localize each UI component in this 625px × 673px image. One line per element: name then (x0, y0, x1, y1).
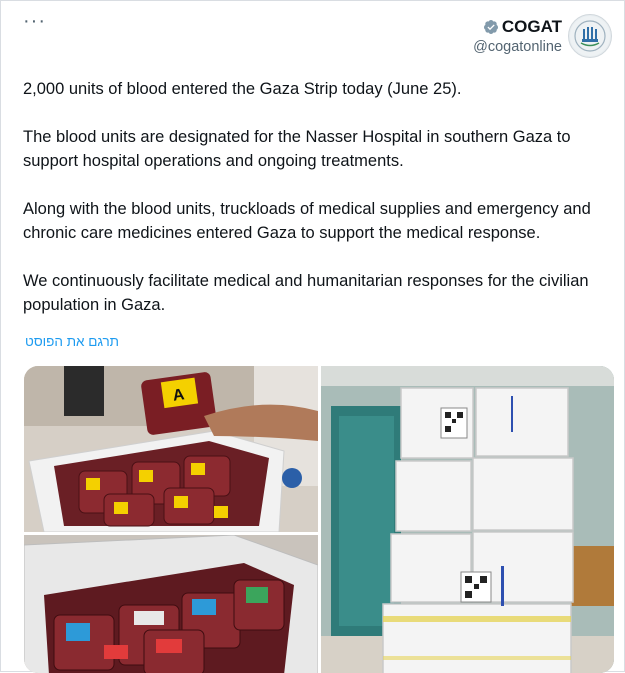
blood-bags-photo-2[interactable] (24, 535, 318, 673)
cogat-logo-icon (569, 15, 611, 57)
author-name-row[interactable] (473, 17, 562, 37)
cooler-boxes-photo[interactable] (321, 366, 614, 673)
post-paragraph: We continuously facilitate medical and humanitarian responses for the civilian population in Gaza. (23, 272, 589, 314)
post-paragraph: The blood units are designated for the Nasser Hospital in southern Gaza to support hospital operations and ongoing treatments. (23, 128, 571, 170)
post-paragraph: 2,000 units of blood entered the Gaza Strip today (June 25). (23, 80, 462, 98)
more-options-icon[interactable]: ··· (23, 10, 46, 32)
translate-post-link[interactable]: תרגם את הפוסט (25, 334, 119, 349)
media-grid (24, 366, 614, 673)
blood-bags-photo-1[interactable] (24, 366, 318, 532)
author-name[interactable]: COGAT (501, 17, 562, 36)
blood-type-label: A (171, 386, 186, 405)
author-block[interactable] (473, 17, 562, 55)
post-text (23, 77, 613, 341)
author-handle[interactable]: @cogatonline (473, 39, 562, 55)
avatar[interactable] (568, 14, 612, 58)
post-paragraph: Along with the blood units, truckloads of medical supplies and emergency and chronic care medicines entered Gaza to support the medical response. (23, 200, 591, 242)
verified-badge-icon (483, 19, 499, 35)
